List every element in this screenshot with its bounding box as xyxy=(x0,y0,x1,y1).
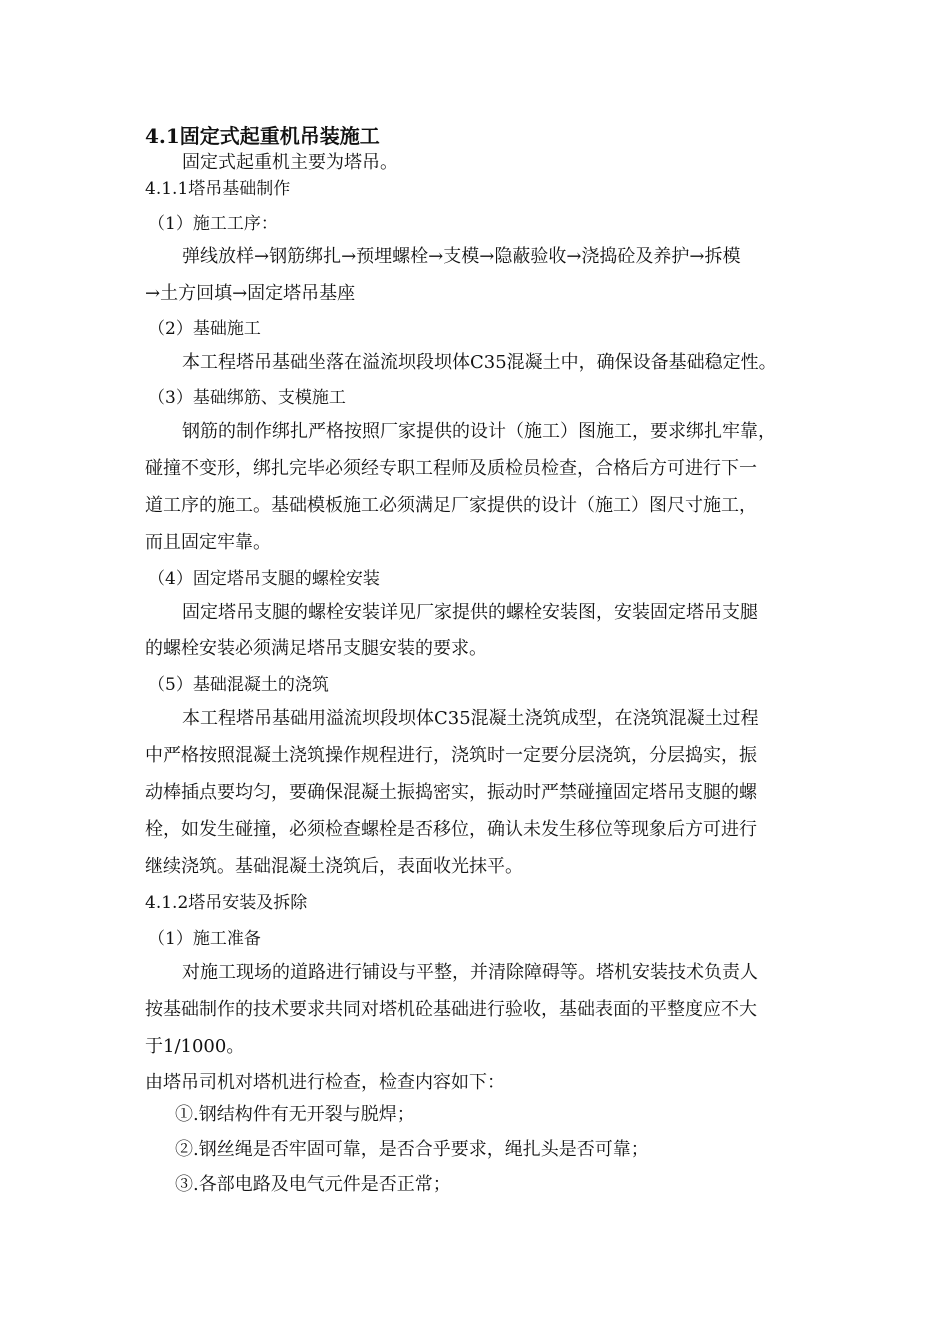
step-title-5: （5）基础混凝土的浇筑 xyxy=(148,675,329,695)
section-heading: 4.1固定式起重机吊装施工 xyxy=(145,124,380,148)
paragraph-line: 按基础制作的技术要求共同对塔机砼基础进行验收，基础表面的平整度应不大 xyxy=(145,999,757,1020)
check-item: ③.各部电路及电气元件是否正常； xyxy=(175,1174,451,1195)
check-item: ②.钢丝绳是否牢固可靠，是否合乎要求，绳扎头是否可靠； xyxy=(175,1139,649,1160)
paragraph-line: →土方回填→固定塔吊基座 xyxy=(145,283,356,304)
step-title-4: （4）固定塔吊支腿的螺栓安装 xyxy=(148,569,380,589)
paragraph-line: 弹线放样→钢筋绑扎→预埋螺栓→支模→隐蔽验收→浇捣砼及养护→拆模 xyxy=(182,246,741,267)
paragraph-line: 于1/1000。 xyxy=(145,1036,245,1057)
paragraph-line: 而且固定牢靠。 xyxy=(145,532,271,553)
check-item: ①.钢结构件有无开裂与脱焊； xyxy=(175,1104,415,1125)
paragraph-line: 固定塔吊支腿的螺栓安装详见厂家提供的螺栓安装图，安装固定塔吊支腿 xyxy=(182,602,758,623)
step-title-2: （2）基础施工 xyxy=(148,319,261,339)
paragraph-line: 道工序的施工。基础模板施工必须满足厂家提供的设计（施工）图尺寸施工， xyxy=(145,495,757,516)
step-title-1: （1）施工准备 xyxy=(148,929,261,949)
paragraph-line: 动棒插点要均匀，要确保混凝土振捣密实，振动时严禁碰撞固定塔吊支腿的螺 xyxy=(145,782,757,803)
section-intro: 固定式起重机主要为塔吊。 xyxy=(182,152,398,173)
subsection-heading-4-1-1: 4.1.1塔吊基础制作 xyxy=(145,179,291,199)
paragraph-line: 栓，如发生碰撞，必须检查螺栓是否移位，确认未发生移位等现象后方可进行 xyxy=(145,819,757,840)
step-title-1: （1）施工工序： xyxy=(148,214,278,234)
paragraph-line: 本工程塔吊基础坐落在溢流坝段坝体C35混凝土中，确保设备基础稳定性。 xyxy=(182,352,777,373)
paragraph-line: 继续浇筑。基础混凝土浇筑后，表面收光抹平。 xyxy=(145,856,523,877)
check-intro: 由塔吊司机对塔机进行检查，检查内容如下： xyxy=(145,1072,505,1093)
step-title-3: （3）基础绑筋、支模施工 xyxy=(148,388,346,408)
paragraph-line: 中严格按照混凝土浇筑操作规程进行，浇筑时一定要分层浇筑，分层捣实，振 xyxy=(145,745,757,766)
paragraph-line: 钢筋的制作绑扎严格按照厂家提供的设计（施工）图施工，要求绑扎牢靠， xyxy=(182,421,776,442)
paragraph-line: 的螺栓安装必须满足塔吊支腿安装的要求。 xyxy=(145,638,487,659)
paragraph-line: 对施工现场的道路进行铺设与平整，并清除障碍等。塔机安装技术负责人 xyxy=(182,962,758,983)
subsection-heading-4-1-2: 4.1.2塔吊安装及拆除 xyxy=(145,893,308,913)
paragraph-line: 本工程塔吊基础用溢流坝段坝体C35混凝土浇筑成型，在浇筑混凝土过程 xyxy=(182,708,759,729)
paragraph-line: 碰撞不变形，绑扎完毕必须经专职工程师及质检员检查，合格后方可进行下一 xyxy=(145,458,757,479)
